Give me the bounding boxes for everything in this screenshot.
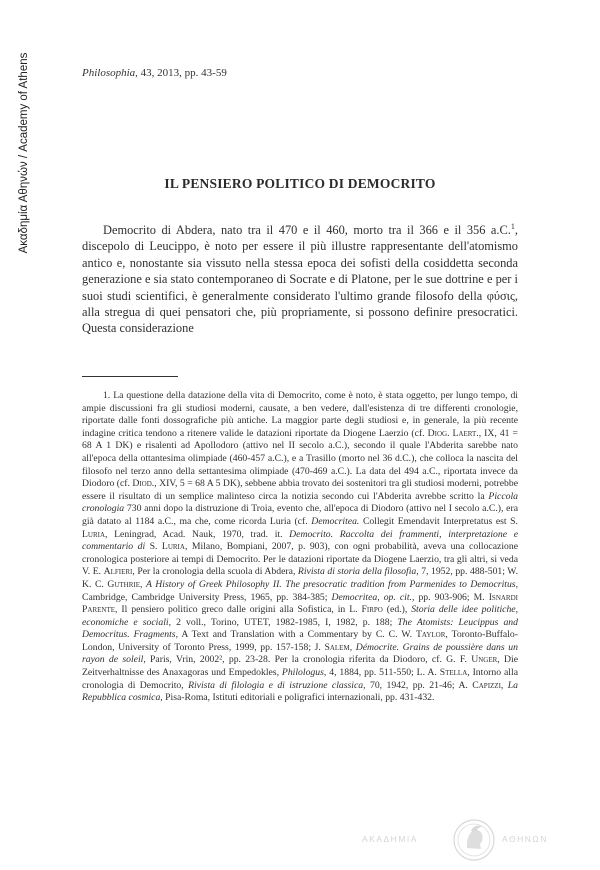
footnote-run: , 7, 1952, pp. 488-501; W. K. C. bbox=[82, 566, 518, 590]
athena-seal-icon bbox=[452, 818, 496, 862]
footnote-run: , pp. 903-906; M. bbox=[411, 591, 489, 603]
footnote-marker[interactable]: 1 bbox=[510, 221, 515, 231]
footnote-run: 1. La questione della datazione della vita di Democrito, come è noto, è stata oggetto, per lungo tempo, di ampie discussioni fra gli studiosi moderni, causate, a ben vedere, dall'esistenza di tre differenti cronologie, riportate dalle fonti dossografiche più antiche. La maggior parte degli studiosi e, in generale, la più recente indagine critica tendono a ritenere valide le datazioni riportate da Diogene Laerzio (cf. bbox=[82, 390, 518, 439]
footnote-run: S. bbox=[145, 541, 162, 553]
footnote-run: , 4, 1884, pp. 511-550; L. A. bbox=[323, 667, 440, 679]
footnote-run: , 2 voll., Torino, UTET, 1982-1985, I, 1982, p. 188; bbox=[168, 616, 398, 628]
footnote-run: (ed.), bbox=[382, 604, 412, 616]
footnote-run: 730 anni dopo la distruzione di Troia, evento che, all'epoca di Diodoro (attivo nel I secolo a.C.), era già datato al 1184 a.C., ma che, come ricorda Luria (cf. bbox=[82, 503, 518, 527]
footnote-run: Taylor bbox=[415, 629, 446, 641]
footnote-run: The Atomists: Leucippus and Democritus. Fragments bbox=[82, 616, 518, 641]
footnote-run: , Cambridge, Cambridge University Press, 1965, pp. 384-385; bbox=[82, 578, 518, 603]
footnote-run: Philologus bbox=[281, 667, 324, 679]
footnote-run: Democritea, op. cit. bbox=[331, 591, 412, 603]
body-part-2: , discepolo di Leucippo, è noto per essere il più illustre rappresentante dell'atomismo antico e, nonostante sia vissuto nella stessa epoca dei sofisti della cosiddetta seconda generazione e sia stato contemporaneo di Socrate e di Platone, per le sue dottrine e per i suoi studi scientifici, è generalmente considerato l'ultimo grande filosofo della φύσις, alla stregua di quei pensatori che, più propriamente, si possono definire presocratici. Questa considerazione bbox=[82, 223, 518, 336]
footnote-run: Alfieri bbox=[103, 566, 133, 578]
footnote-run: Rivista di filologia e di istruzione classica bbox=[188, 679, 364, 691]
footnote-run: La Repubblica cosmica bbox=[82, 679, 518, 704]
footnote-run: Rivista di storia della filosofia bbox=[297, 566, 417, 578]
footnote-run: , IX, 41 = 68 A 1 DK) e risalenti ad Apollodoro (attivo nel II secolo a.C.), secondo il quale l'Abderita sarebbe nato all'epoca della ottantesima olimpiade (460-457 a.C.), e a Trasillo (morto nel 36 d.C.), che colloca la nascita del filosofo nel terzo anno della settantesima olimpiade (470-469 a.C.). La data del 494 a.C., riportata invece da Diodoro (cf. bbox=[82, 427, 519, 490]
footnote-run: , Leningrad, Acad. Nauk, 1970, trad. it. bbox=[105, 528, 290, 540]
footnote-run: Democritea. bbox=[311, 515, 360, 527]
watermark-text-left: ΑΚΑΔΗΜΙΑ bbox=[362, 834, 418, 844]
footnote-run: Capizzi bbox=[472, 679, 501, 691]
footnote-run: Firpo bbox=[361, 604, 383, 616]
footnote-run: Diod. bbox=[132, 478, 155, 490]
footnote-run: Luria bbox=[82, 528, 106, 540]
footnote-run: Piccola cronologia bbox=[82, 490, 518, 515]
footnote-run: Diog. Laert. bbox=[427, 427, 479, 439]
body-part-1: Democrito di Abdera, nato tra il 470 e il 460, morto tra il 366 e il 356 a.C. bbox=[103, 223, 511, 237]
footnote-run: Isnardi Parente bbox=[82, 591, 518, 616]
footnote-separator bbox=[82, 376, 178, 377]
footnote-run: , bbox=[500, 679, 508, 691]
footnote-run: Guthrie bbox=[107, 578, 141, 590]
footnote-run: Luria bbox=[161, 541, 185, 553]
footnote bbox=[82, 390, 518, 705]
footnote-run: A History of Greek Philosophy II. The presocratic tradition from Parmenides to Democritus bbox=[145, 578, 516, 590]
footnote-run: , Intorno alla cronologia di Democrito, bbox=[82, 667, 518, 691]
footnote-run: , Toronto-Buffalo-London, University of Toronto Press, 1999, pp. 157-158; J. bbox=[82, 629, 518, 653]
footnote-run: , Milano, Bompiani, 2007, p. 903), con ogni probabilità, aveva una collocazione cronologica posteriore ai tempi di Democrito. Per le datazioni riportate da Diogene Laerzio, tra gli altri, si veda V. E. bbox=[82, 541, 519, 578]
footnote-run: , Per la cronologia della scuola di Abdera, bbox=[132, 566, 298, 578]
journal-citation bbox=[82, 67, 227, 79]
footnote-run: , Die Zeitverhaltnisse des Anaxagoras und Empedokles, bbox=[82, 654, 518, 679]
footnote-run: , Pisa-Roma, Istituti editoriali e poligrafici internazionali, pp. 431-432. bbox=[160, 692, 435, 704]
footnote-run: Storia delle idee politiche, economiche e sociali bbox=[82, 604, 519, 628]
footnote-run: , A Text and Translation with a Commentary by C. C. W. bbox=[175, 629, 416, 641]
footnote-run: , bbox=[140, 578, 146, 590]
footnote-run: Democrito. Raccolta dei frammenti, interpretazione e commentario di bbox=[82, 528, 518, 553]
footnote-run: Collegit Emendavit Interpretatus est S. bbox=[359, 515, 518, 527]
footnote-run: , XIV, 5 = 68 A 5 DK), sebbene abbia trovato dei sostenitori tra gli studiosi moderni, potrebbe essere il risultato di un semplice malinteso circa la notizia secondo cui l'Abderita avrebbe scritto la bbox=[82, 478, 518, 502]
archive-side-stamp bbox=[16, 48, 32, 258]
body-paragraph bbox=[82, 222, 518, 337]
footnote-run: , Paris, Vrin, 2002², pp. 23-28. Per la cronologia riferita da Diodoro, cf. G. F. bbox=[143, 654, 472, 666]
citation-details: , 43, 2013, pp. 43-59 bbox=[135, 67, 227, 79]
footnote-run: Unger bbox=[471, 654, 498, 666]
paragraph-text bbox=[82, 222, 518, 337]
footnote-run: Salem bbox=[324, 641, 350, 653]
journal-name: Philosophia bbox=[82, 67, 136, 79]
footnote-run: , bbox=[349, 641, 356, 653]
footnote-text bbox=[82, 390, 518, 705]
academy-watermark bbox=[352, 818, 584, 862]
footnote-run: , 70, 1942, pp. 21-46; A. bbox=[363, 679, 473, 691]
footnote-run: Démocrite. Grains de poussière dans un rayon de soleil bbox=[82, 641, 518, 666]
watermark-text-right: ΑΘΗΝΩΝ bbox=[502, 834, 548, 844]
side-stamp-text: Ακαδημία Αθηνών / Academy of Athens bbox=[18, 52, 30, 254]
footnote-run: Stella bbox=[439, 667, 468, 679]
footnote-run: , Il pensiero politico greco dalle origini alla Sofistica, in L. bbox=[115, 604, 362, 616]
article-title: IL PENSIERO POLITICO DI DEMOCRITO bbox=[164, 176, 436, 191]
